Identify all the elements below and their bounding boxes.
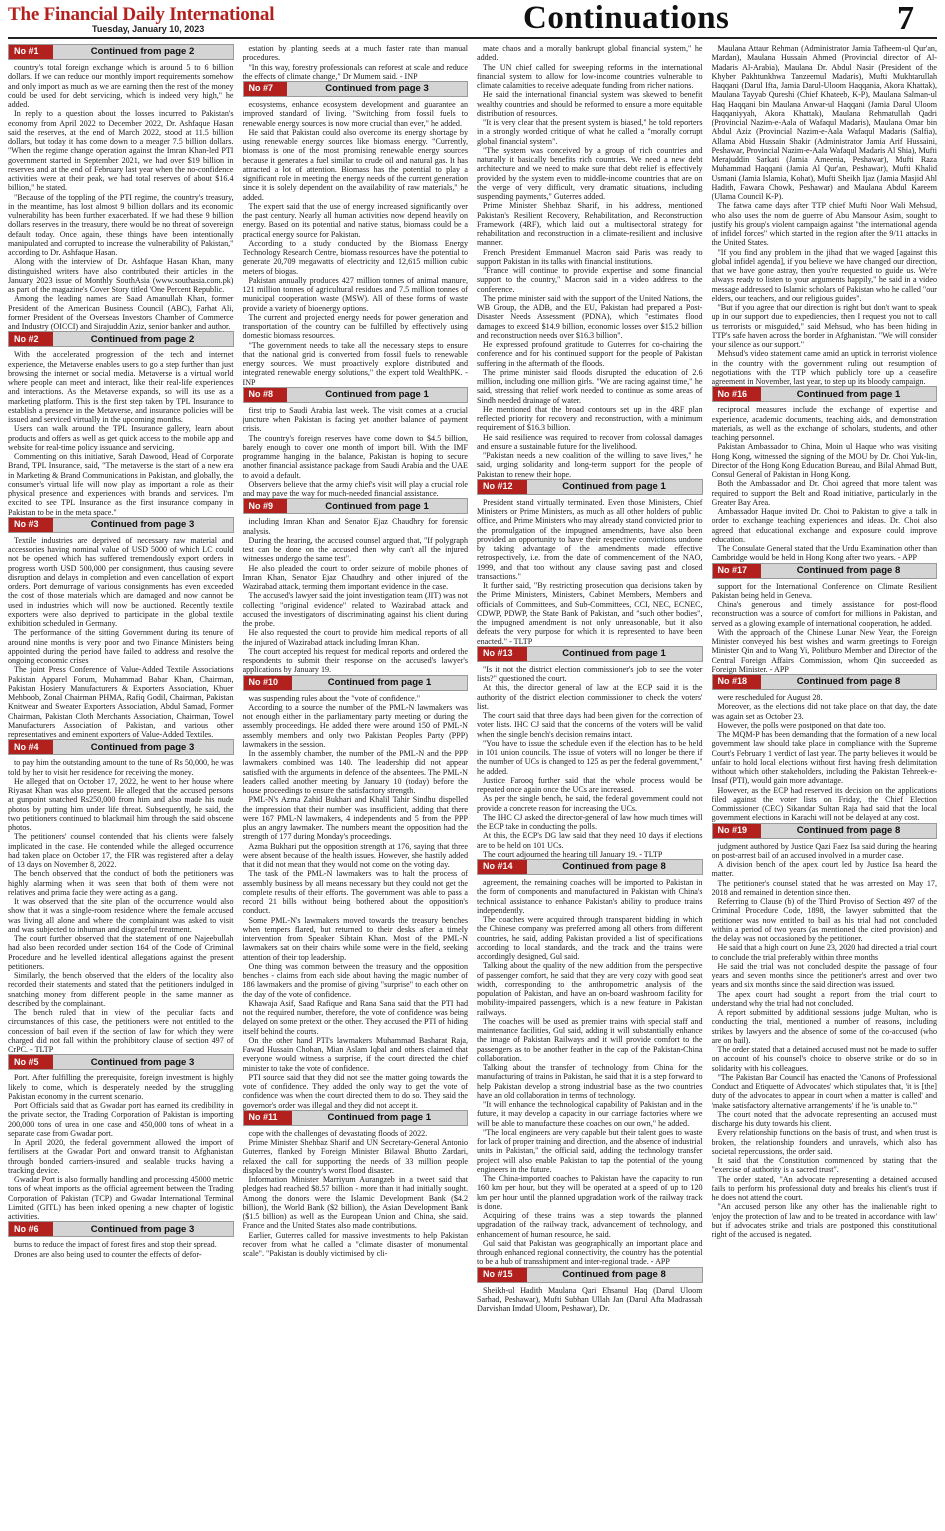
article-paragraph: With the approach of the Chinese Lunar New Year, the Foreign Minister conveyed his best wishes and warm greetings to Foreign Minister Qin and to Wang Yi, Politburo Member and Director of the Central Foreign Affairs Commission, whom Qin succeeded as Foreign Minister. - APP [711,627,937,674]
article-paragraph: "France will continue to provide expertise and some financial support to the country," Macron said in a video address to the conference. [477,266,703,294]
article-paragraph: Observers believe that the army chief's visit will play a crucial role and may pave the way for much-needed financial assistance. [242,479,468,498]
article-paragraph: He expressed profound gratitude to Guterres for co-chairing the conference and for his continued support for the people of Pakistan suffering in the aftermath of the floods. [477,340,703,368]
article-paragraph: It further said, "By restricting prosecution qua decisions taken by the Prime Ministers, Ministers, Cabinet Members, Members and officials of Committees, and Sub-Committees, CCI, NEC, ECNEC, CDWP, PDWP, the State Bank of Pakistan, and "such other bodies", the impugned amendment is not only unreasonable, but it also defeats the very purpose for which it is represented to have been enacted." - TLTP [477,581,703,646]
article-paragraph: The task of the PML-N lawmakers was to halt the process of assembly business by all means necessary but they could not get the complete results of their efforts. The government was able to pass a record 21 bills without being bothered about the opposition's conduct. [242,869,468,916]
article-paragraph: were rescheduled for August 28. [717,693,823,702]
continuation-number: No #13 [478,647,527,661]
article-paragraph: Talking about the transfer of technology from China for the manufacturing of trains in Pakistan, he said that it is a step forward to help Pakistan develop a strong industrial base as the two countries have an old collaboration in terms of technology. [477,1063,703,1100]
article-paragraph: French President Emmanuel Macron said Paris was ready to support Pakistan in its talks with financial institutions. [477,247,703,266]
article-paragraph: Textile industries are deprived of necessary raw material and accessories having nominal value of USD 5000 of which LC could not be opened which has suffered tremendously export orders in progress worth USD 500,000 per consignment, thus causing severe disruption and delays in completion and even cancellation of export orders. Port demurrage of various consignments has even exceeded the cost of those materials which are damaged and now cannot be used in industries which will now be auctioned. Recently textile exporters were also deprived to participate in the global textile exhibition scheduled in Germany. [8,535,234,628]
continuation-header [243,1110,469,1126]
article-paragraph: Among the leading names are Saad Amanullah Khan, former President of the American Business Council (ABC), Farhat Ali, former President of the Overseas Investors Chamber of Commerce and Industry (OICCI) and Sirajuddin Aziz, senior banker and author. [8,294,234,331]
article-paragraph: burns to reduce the impact of forest fires and stop their spread. [14,1240,217,1250]
article-paragraph: The bench observed that the conduct of both the petitioners was highly alarming when it was seen that both of them were not relatives and prima facie they were acting as a gang. [8,869,234,897]
article-paragraph: Users can walk around the TPL Insurance gallery, learn about products and offers as well as get quick access to the mobile app and website for real-time policy issuance and servicing. [8,424,234,452]
article-paragraph: "The system was conceived by a group of rich countries and naturally it basically benefits rich countries. We need a new debt architecture and we need to make sure that debt relief is effectively provided by the system even to middle-income countries that are on the verge of very difficult, very dramatic situations, including suspending payments," Guterres added. [477,145,703,201]
article-paragraph: "If you find any problem in the jihad that we waged [against this global infidel agenda], if you believe we have changed our direction, that we have gone astray, then you're requested to guide us. We're always ready to listen to your arguments happily," he said in a video message addressed to Islamic scholars of Pakistan who he called "our elders, our teachers, and our religious guides". [711,247,937,303]
continuation-title: Continued from page 1 [327,676,432,688]
continuation-header [8,739,234,755]
article-paragraph: At this, the ECP's DG law said that they need 10 days if elections are to be held on 101 UCs. [477,831,703,850]
continuation-header [712,563,938,579]
continuation-number: No #14 [478,860,527,874]
article-paragraph: "But if you agree that our direction is right but don't want to speak up in our support due to expediencies, then I request you not to call us terrorists or misguided," said Mehsud, who has been hiding in TTP's safe haven across the border in Afghanistan. "We will consider your silence as our support." [711,303,937,349]
article-paragraph: However, the polls were postponed on that date too. [717,720,886,730]
continuation-header [8,1054,234,1070]
continuation-block [8,44,234,331]
article-paragraph: He also requested the court to provide him medical reports of all the injured of Wazirabad attack including Imran Khan. [242,628,468,647]
article-paragraph: "It will enhance the technological capability of Pakistan and in the future, it may develop a capacity in our carriage factories where we will be able to manufacture these coaches on our own," he added. [477,1100,703,1128]
article-paragraph: estation by planting seeds at a much faster rate than manual procedures. [242,44,468,63]
article-paragraph: Gwadar Port is also formally handling and processing 45000 metric tons of wheat imports as the official agreement between the Trading Corporation of Pakistan (TCP) and Gwadar International Terminal Limited (GITL) has been inked opening a new chapter of logistic activities. [8,1175,234,1221]
article-paragraph: The IHC CJ asked the director-general of law how much times will the ECP take in conducting the polls. [477,812,703,831]
continuation-block [712,386,938,562]
article-paragraph: Talking about the quality of the new addition from the perspective of passenger comfort, he said that they are very cozy with good seat width, corresponding to the anthropometric analysis of the population of Pakistan, and have an on-board washroom facility for mobility-impaired passengers, which is a new feature in Pakistan railways. [477,961,703,1017]
section-title: Continuations [523,0,730,36]
article-paragraph: Justice Farooq further said that the whole process would be repeated once again once the UCs are increased. [477,775,703,794]
article-paragraph: According to a source the number of the PML-N lawmakers was not enough either in the parliamentary party meeting or during the assembly proceedings. He added there were around 150 of PML-N assembly members and only two Pakistan Peoples Party (PPP) lawmakers in the session. [242,702,468,749]
article-paragraph: Every relationship functions on the basis of trust, and when trust is broken, the relationship founders and unravels, which also has societal repercussions, the order said. [711,1128,937,1156]
continuation-block [477,859,703,1267]
continuation-header [8,1221,234,1237]
continuation-title: Continued from page 1 [562,648,666,660]
continuation-block [8,1054,234,1221]
article-paragraph: He mentioned that the broad contours set up in the 4RF plan reflected priority for recovery and reconstruction, with a minimum requirement of $16.3 billion. [477,404,703,433]
continuation-block [8,1221,234,1259]
article-paragraph: ecosystems, enhance ecosystem development and guarantee an improved standard of living. "Switching from fossil fuels to renewable energy sources is now more crucial than ever," he added. [242,100,468,128]
article-paragraph: He said that a high court on June 23, 2020 had directed a trial court to conclude the trial preferably within three months [711,943,937,962]
article-paragraph: The accused's lawyer said the joint investigation team (JIT) was not collecting "original evidence" related to Wazirabad attack and accused the investigators of discriminating against his client during the probe. [242,591,468,628]
continuation-title: Continued from page 1 [327,1112,431,1124]
article-paragraph: The order stated, "An advocate representing a detained accused fails to perform his professional duty and breaks his client's trust if he does not attend the court. [711,1174,937,1202]
article-paragraph: "In this way, forestry professionals can reforest at scale and reduce the effects of climate change," Dr Mumem said. - INP [242,62,468,81]
article-paragraph: "An accused person like any other has the inalienable right to 'enjoy the protection of law and to be treated in accordance with law' but if advocates strike and trials are postponed this constitutional right of the accused is negated. [711,1202,937,1239]
article-paragraph: Along with the interview of Dr. Ashfaque Hasan Khan, many distinguished writers have also contributed their articles in the January 2023 issue of Monthly SouthAsia (www.southasia.com.pk) as part of the magazine's Cover Story titled 'One Percent Republic. [8,257,234,294]
continuation-block [712,44,938,386]
article-paragraph: "The government needs to take all the necessary steps to ensure that the national grid is converted from fossil fuels to renewable energy sources. We must proactively explore distributed and integrated renewable energy solutions," the expert told WealthPK. - INP [242,340,468,387]
continuation-block [243,81,469,387]
article-paragraph: In April 2020, the federal government allowed the import of fertilisers at the Gwadar Port and onward transit to Afghanistan through bonded carriers-insured and sealable trucks having a tracking device. [8,1138,234,1175]
continuation-header [477,859,703,875]
continuation-block [243,498,469,674]
continuation-block [8,517,234,740]
continuation-title: Continued from page 1 [325,389,429,401]
article-paragraph: At this, the director general of law at the ECP said it is the authority of the district election commissioner to check the voters' list. [477,683,703,711]
article-paragraph: A division bench of the apex court led by Justice Isa heard the matter. [711,860,937,879]
continuation-title: Continued from page 3 [90,519,195,531]
article-paragraph: During the hearing, the accused counsel argued that, "If polygraph test can be done on the accused then why can't all the injured witnesses undergo the same test". [242,535,468,564]
article-paragraph: Commenting on this initiative, Sarah Dawood, Head of Corporate Brand, TPL Insurance, said, "The metaverse is the start of a new era in Marketing & Brand Communications in Pakistan, and globally, the consumer's virtual life will now play as important a role as their physical presence and experiences with brands and services. I'm excited to see TPL Insurance as the first insurance company in Pakistan to be in the meta space." [8,452,234,517]
article-paragraph: According to a study conducted by the Biomass Energy Technology Research Centre, biomass resources have the potential to generate 20,709 megawatts of electricity and 12,615 million cubic meters of biogas. [242,238,468,276]
article-paragraph: The coaches were acquired through transparent bidding in which the Chinese company was preferred among all others from different countries, he said, adding Pakistan provided a list of specifications according to local standards, and the track and the trains were accordingly designed, Gul said. [477,915,703,961]
article-paragraph: However, as the ECP had reserved its decision on the applications filed against the voter lists on Friday, the Chief Election Commissioner (CEC) Sikandar Sultan Raja had said that the local government elections in Karachi will not be delayed at any cost. [711,785,937,823]
article-paragraph: "The Pakistan Bar Council has enacted the 'Canons of Professional Conduct and Etiquette of Advocates' which stipulates that, 'it is [the] duty of the advocates to appear in court when a matter is called' and 'make satisfactory alternative arrangements' if he 'is unable to.'" [711,1072,937,1110]
article-paragraph: Referring to Clause (b) of the Third Proviso of Section 497 of the Criminal Procedure Code, 1898, the lawyer submitted that the petitioner was now entitled to bail as his trial had not concluded within a period of two years (as mentioned the cited provision) and the delay was not occasioned by the petitioner. [711,897,937,943]
continuation-number: No #11 [244,1111,292,1125]
article-paragraph: He said the trial was not concluded despite the passage of four years and seven months since the petitioner's arrest and over two years and six months since the said direction was issued. [711,961,937,990]
article-paragraph: The court further observed that the statement of one Najeebullah had also been recorded under section 164 of the Code of Criminal Procedure and he levelled identical allegations against the present petitioners. [8,934,234,971]
continuation-header [712,674,938,690]
continuation-number: No #10 [244,676,293,690]
column-1 [8,44,234,1528]
continuation-number: No #7 [244,82,288,96]
article-paragraph: Pakistan Ambassador to China, Moin ul Haque who was visiting Hong Kong, witnessed the signing of the MOU by Dr. Choi Yuk-lin, Director of the Hong Kong Education Bureau, and Bilal Ahmad Butt, Consul General of Pakistan in Hong Kong. [711,442,937,479]
continuation-number: No #6 [9,1222,53,1236]
article-paragraph: "You have to issue the schedule even if the election has to be held in 101 union councils. The issue of voters will no longer be there if the number of UCs is changed to 125 as per the federal government," he added. [477,738,703,776]
continuation-title: Continued from page 3 [325,83,429,95]
continuation-header [8,331,234,347]
article-paragraph: Pakistan annually produces 427 million tonnes of animal manure, 121 million tonnes of agricultural residues and 7.5 million tonnes of municipal cooperation waste (MSW). All of these forms of waste provide a variety of bioenergy options. [242,275,468,313]
continuation-title: Continued from page 2 [90,46,195,58]
continuation-title: Continued from page 3 [90,1223,195,1235]
article-paragraph: China's generous and timely assistance for post-flood reconstruction was a source of comfort for millions in Pakistan, and served as a glowing example of international cooperation, he added. [711,600,937,628]
article-paragraph: It said that the Constitution commenced by stating that the "exercise of authority is a sacred trust". [711,1156,937,1175]
article-paragraph: was suspending rules about the "vote of confidence." [248,693,421,703]
column-3 [477,44,703,1528]
continuation-title: Continued from page 8 [796,676,901,688]
continuation-header [477,479,703,495]
article-paragraph: He said the international financial system was skewed to benefit wealthy countries and should be reformed to ensure a more equitable distribution of resources. [477,90,703,118]
article-paragraph: Acquiring of these trains was a step towards the planned upgradation of the railway track, advancement of technology, and enhancement of human resource, he said. [477,1211,703,1239]
article-paragraph: The apex court had sought a report from the trial court to understand why the trial had not concluded. [711,989,937,1008]
article-paragraph: The expert said that the use of energy increased significantly over the past century. Nearly all human activities now depend heavily on energy. Based on its potential and native status, biomass could be a practical energy source for Pakistan. [242,201,468,239]
continuation-number: No #5 [9,1055,53,1069]
article-paragraph: "Pakistan needs a new coalition of the willing to save lives," he said, urging solidarity and long-term support for the people of Pakistan to renew their hope. [477,451,703,479]
continuation-block [243,675,469,1110]
article-paragraph: reciprocal measures include the exchange of expertise and experience, academic documents, teaching aids, and demonstration materials, as well as the exchange of scholars, students, and other teaching personnel. [711,405,937,442]
article-paragraph: The prime minister said floods disrupted the education of 2.6 million, including one million girls. "We are racing against time," he said, stressing that relief work needed to continue as some areas of Sindh needed drainage of water. [477,367,703,405]
article-paragraph: The court accepted his request for medical reports and ordered the respondents to submit their response on the accused's lawyer's applications by January 19. [242,646,468,675]
continuation-number: No #17 [713,564,762,578]
continuation-number: No #16 [713,387,762,401]
masthead [0,0,945,36]
continuation-block [477,1267,703,1314]
continuation-number: No #12 [478,480,527,494]
continuation-number: No #2 [9,332,53,346]
article-paragraph: "It is very clear that the present system is biased," he told reporters in a strongly worded critique of what he called a "morally corrupt global financial system". [477,118,703,146]
continuation-block [477,44,703,479]
article-paragraph: In reply to a question about the losses incurred to Pakistan's economy from April 2022 to December 2022, Dr. Ashfaque Hasan said the reserves, at the end of March 2022, stood at 11.5 billion dollars, but today it has come down to a meager 7.5 billion dollars. "When the regime change operation against the Imran Khan-led PTI government started in September 2021, we had over $19 billion in reserves and at the end of February last year when the no-confidence activities were at their peak, we had total reserves of about $16.4 billion," he stated. [8,109,234,193]
article-paragraph: The country's foreign reserves have come down to $4.5 billion, barely enough to cover one month of import bill. With the IMF programme hanging in the balance, Pakistan is hoping to secure another financial assistance package from Saudi Arabia and the UAE to avoid a default. [242,433,468,480]
article-paragraph: In the assembly chamber, the number of the PML-N and the PPP lawmakers combined was 140. The leadership did not appear satisfied with the arguments in defence of the absentees. The PML-N leaders called another meeting by January 10 (today) before the house proceedings to ensure the satisfactory strength. [242,749,468,795]
article-paragraph: The petitioner's counsel stated that he was arrested on May 17, 2018 and remained in detention since then. [711,878,937,897]
continuation-block [712,674,938,823]
continuation-header [243,387,469,403]
article-paragraph: President stand virtually terminated. Even those Ministers, Chief Ministers or Prime Ministers, as much as all other holders of public office, and Prime Ministers who may already stand convicted prior to the promulgation of the impugned amendments, have also been provided an opportunity to have their respective convictions undone by taking advantage of the amendments made effective retrospectively, i.e. from the date of commencement of the NAO, 1999, and that too without any clause saving past and closed transactions." [477,497,703,581]
article-columns [8,44,937,1528]
newspaper-logo: The Financial Daily International [8,4,275,25]
continuation-title: Continued from page 3 [90,1056,195,1068]
article-paragraph: Port Officials said that as Gwadar port has earned its credibility in the private sector, the Trading Corporation of Pakistan is importing 200,000 tons of urea in one case and 450,000 tons of wheat in a separate case from Gwadar port. [8,1101,234,1138]
article-paragraph: including Imran Khan and Senator Ejaz Chaudhry for forensic analysis. [242,517,468,536]
continuation-block [712,563,938,675]
article-paragraph: One thing was common between the treasury and the opposition benches - claims from each side about having the magic number of 186 lawmakers and the promise of giving "surprise" to each other on the day of the vote of confidence. [242,961,468,999]
continuation-block [712,823,938,1240]
dateline: Tuesday, January 10, 2023 [92,24,205,34]
continuation-block [243,387,469,499]
continuation-header [8,44,234,60]
article-paragraph: He said that Pakistan could also overcome its energy shortage by using renewable energy sources like biomass energy. "Currently, biomass is one of the most promising renewable energy sources because it generates a fuel similar to crude oil and natural gas. It has attracted a lot of attention. Biomass has the potential to play a significant role in meeting the energy needs of the current generation since it is solely dependent on the availability of raw materials," he added. [242,127,468,202]
article-paragraph: The coaches will be used as premier trains with special staff and maintenance facilities, Gul said, adding it will substantially enhance the image of Pakistan Railways and it will provide comfort to the passengers as to be another feather in the cap of the Pakistan-China collaboration. [477,1016,703,1063]
article-paragraph: The bench ruled that in view of the peculiar facts and circumstances of this case, the petitioners were not entitled to the concession of bail even if the section of law for which they were charged did not fall within the prohibitory clause of section 497 of CrPC. - TLTP [8,1008,234,1054]
article-paragraph: Sheikh-ul Hadith Maulana Qari Ehsanul Haq (Darul Uloom Sarhad, Peshawar), Mufti Subhan Ullah Jan (Darul Afta Madrassah Darvishan Imdad Uloom, Peshawar), Dr. [477,1285,703,1313]
continuation-header [477,1267,703,1283]
article-paragraph: "Because of the toppling of the PTI regime, the country's treasury, in the meantime, has lost almost 9 billion dollars and its economic vulnerability has been further exacerbated. If we had these 9 billion dollars reserves in the treasury, there would be no threat of sovereign default today. Once again, these things have been intentionally manipulated and corrupted to increase the vulnerability of Pakistan," according to Dr. Ashfaque Hasan. [8,192,234,257]
article-paragraph: The UN chief called for sweeping reforms in the international financial system to allow for low-income countries vulnerable to climate calamities to receive adequate funding from richer nations. [477,62,703,90]
article-paragraph: country's total foreign exchange which is around 5 to 6 billion dollars. If we can reduce our monthly import requirements somehow and only import as much as we are earning then the rest of the money could be used for debt servicing, which is indeed very high," he added. [8,63,234,109]
article-paragraph: mate chaos and a morally bankrupt global financial system," he added. [477,44,703,63]
continuation-block [477,646,703,859]
page-number: 7 [897,0,914,37]
article-paragraph: The court noted that the advocate representing an accused must discharge his duty towards his client. [711,1109,937,1128]
article-paragraph: The court adjourned the hearing till January 19. - TLTP [483,849,663,859]
continuation-number: No #19 [713,824,762,838]
article-paragraph: It was observed that the site plan of the occurrence would also show that it was a single-room residence where the female accused was living all alone and where the complainant was asked to visit and was subjected to inhuman and disgraceful treatment. [8,897,234,934]
continuation-block [8,331,234,517]
article-paragraph: PTI source said that they did not see the matter going towards the vote of confidence. They added the only way to get the vote of confidence was when the court directed them to do so. They said the governor's order was illegal and they did not accept it. [242,1072,468,1110]
column-4 [712,44,938,1528]
article-paragraph: The order stated that a detained accused must not be made to suffer on account of his counsel's choice to observe strike or do so in solidarity with his colleagues. [711,1045,937,1073]
article-paragraph: Maulana Attaur Rehman (Administrator Jamia Tafheem-ul Qur'an, Mardan), Maulana Hussain Ahmed (Provincial director of Al-Madaris Al-Arabia), Maulana Dr. Abdul Nasir (President of the Khyber Pakhtunkhwa Tanzeemul Madaris), Mufti Mukhtarullah Haqqani (Darul Ifta, Jamia Darul-Uloom Haqqania, Akora Khattak), Maulana Tayyab Qureshi (Chief Khateeb, K-P), Maulana Salman-ul Haq Haqqani bin Maulana Anwar-ul Haqqani (Jamia Darul Uloom Haqqaniyyah, Akora Khattak), Maulana Rehmatullah Qadri (Provincial Nazim-e-Aala of Wafaqul Madaris), Maulana Omar bin Abdul Aziz (Provincial Nazim-e-Aala Wafaqul Madaris (Salfia), Allama Abid Hussain Shakir (Administrator Jamia Arif Hussaini, Peshawar, Provincial Nazim-e-Aala Wafaqul Madaris Al Shia), Mufti Merajuddin Sarkati (Jamia Ameenia, Peshawar), Mufti Raza Muhammad Haqqani (Jamia Al Qur'an, Peshawar), Mufti Khalid Usmani (Jamia Islamia, Kohat), Mufti Sheikh Ijaz (Jamia Masjid Ahl Hadith, Fawara Chowk, Peshawar) and Maulana Abdul Kareem (Ulama Council K-P). [711,44,937,201]
continuation-title: Continued from page 1 [562,481,666,493]
continuation-title: Continued from page 3 [90,741,195,753]
continuation-title: Continued from page 1 [796,388,901,400]
article-paragraph: Earlier, Guterres called for massive investments to help Pakistan recover from what he called a "climate disaster of monumental scale". "Pakistan is doubly victimised by cli- [242,1230,468,1258]
article-paragraph: to pay him the outstanding amount to the tune of Rs 50,000, he was told by her to visit her residence for receiving the money. [8,758,234,777]
header-rule [8,37,937,39]
continuation-header [243,81,469,97]
continuation-block [8,739,234,1054]
article-paragraph: Mehsud's video statement came amid an uptick in terrorist violence in the country with the government ruling out resumption of negotiations with the TTP which publicly tore up a ceasefire agreement in November, last year, to step up its bloody campaign. [711,349,937,386]
continuation-header [712,386,938,402]
article-paragraph: The current and projected energy needs for power generation and transportation of the country can be fulfilled by effectively using domestic biomass resources. [242,312,468,341]
article-paragraph: With the accelerated progression of the tech and internet experience, the Metaverse enables users to go a step further than just browsing the internet or social media. Metaverse is a virtual world where people can meet and interact, like their real-life experiences and interactions. As the Metaverse expands, so will its use as a marketing platform. This is the first step taken by TPL Insurance to establish a presence in the Metaverse, and insurance policies will be issued and serviced virtually in the upcoming months. [8,350,234,424]
article-paragraph: He also pleaded the court to order seizure of mobile phones of Imran Khan, Senator Ejaz Chaudhry and other injured of the Wazirabad attack, terming them important evidence in the case. [242,563,468,591]
article-paragraph: judgment authored by Justice Qazi Faez Isa said during the hearing on post-arrest bail of an accused involved in a murder case. [711,841,937,860]
continuation-header [243,675,469,691]
article-paragraph: support for the International Conference on Climate Resilient Pakistan being held in Geneva. [711,581,937,600]
article-paragraph: Information Minister Marriyum Aurangzeb in a tweet said that pledges had reached $8.57 billion - more than it had initially sought. Among the donors were the Islamic Development Bank ($4.2 billion), the World Bank ($2 billion), the Asian Development Bank ($1.5 billion) as well as the European Union and China, she said. France and the United States also made contributions. [242,1175,468,1231]
article-paragraph: Similarly, the bench observed that the elders of the locality also recorded their statements and stated that the petitioners indulged in snatching money from different people in the same manner as described by the complainant. [8,971,234,1008]
continuation-number: No #9 [244,499,288,513]
article-paragraph: Prime Minister Shehbaz Sharif, in his address, mentioned Pakistan's Resilient Recovery, Rehabilitation, and Reconstruction Framework (4RF), which laid out a multisectoral strategy for rehabilitation and reconstruction in a climate-resilient and inclusive manner. [477,201,703,248]
continuation-title: Continued from page 2 [90,333,195,345]
article-paragraph: Khawaja Asif, Saad Rafique and Rana Sana said that the PTI had not the required number, therefore, the vote of confidence was being delayed on some pretext or the other. They accused the PTI of hiding itself behind the courts. [242,998,468,1036]
article-paragraph: "Is it not the district election commissioner's job to see the voter lists?" questioned the court. [477,664,703,683]
article-paragraph: He alleged that on October 17, 2022, he went to her house where Riyasat Khan was also present. He alleged that the accused persons at gunpoint snatched Rs250,000 from him and also made his nude photos by putting him under life threat. Subsequently, he said, the two petitioners continued to blackmail him through the said obscene photos. [8,776,234,832]
article-paragraph: He said resilience was required to recover from colossal damages and ensure a sustainable future for the livelihood. [477,432,703,451]
continuation-header [8,517,234,533]
continuation-number: No #3 [9,518,53,532]
continuation-number: No #8 [244,388,288,402]
article-paragraph: Drones are also being used to counter the effects of defor- [14,1249,202,1259]
article-paragraph: On the other hand PTI's lawmakers Muhammad Basharat Raja, Fawad Hussain Chohan, Mian Aslam Iqbal and others claimed that everyone would witness a surprise, if the court directed the chief minister to take the vote of confidence. [242,1035,468,1073]
article-paragraph: Some PML-N's lawmakers moved towards the treasury benches when tempers flared, but returned to their desks after a timely intervention from Speaker Sibtain Khan. Most of the PML-N lawmakers sat on their chairs while some were in the field, seeking attention of their top leadership. [242,915,468,962]
article-paragraph: first trip to Saudi Arabia last week. The visit comes at a crucial juncture when Pakistan is facing yet another balance of payment crisis. [242,405,468,434]
continuation-title: Continued from page 8 [796,564,901,576]
article-paragraph: A report submitted by additional sessions judge Multan, who is conducting the trial, mentioned a number of reasons, including strikes by lawyers and the absence of some of the co-accused (who are on bail). [711,1008,937,1045]
continuation-title: Continued from page 8 [562,1268,666,1280]
article-paragraph: "The local engineers are very capable but their talent goes to waste for lack of proper training and direction, and the absence of industrial units in Pakistan," the official said, adding the technology transfer project will also enable Pakistan to tap the potential of the young engineers in the future. [477,1127,703,1174]
article-paragraph: PML-N's Azma Zahid Bukhari and Khalil Tahir Sindhu dispelled the impression that their number was insufficient, adding that there were 167 PML-N lawmakers, 4 independents and 5 from the PPP plus an angry lawmaker. The numbers meant the opposition had the strength of 177 during Monday's proceedings. [242,795,468,842]
article-paragraph: Moreover, as the elections did not take place on that day, the date was again set as October 23. [711,702,937,721]
continuation-header [243,498,469,514]
continuation-block [477,479,703,646]
article-paragraph: The prime minister said with the support of the United Nations, the WB Group, the ADB, and the EU, Pakistan had prepared a Post-Disaster Needs Assessment (PDNA), which "estimates flood damages to exceed $14.9 billion, economic losses over $15.2 billion and reconstruction needs over $16.3 billion". [477,293,703,340]
column-2 [243,44,469,1528]
article-paragraph: Gul said that Pakistan was geographically an important place and through enhanced regional connectivity, the country has the potential to be a hub of transshipment and inter-regional trade. - APP [477,1238,703,1267]
continuation-number: No #4 [9,740,53,754]
article-paragraph: The Consulate General stated that the Urdu Examination other than Cambridge would be held in Hong Kong after two years. - APP [711,544,937,563]
article-paragraph: Both the Ambassador and Dr. Choi agreed that more talent was required to support the Belt and Road initiative, particularly in the Greater Bay Area. [711,479,937,507]
article-paragraph: Prime Minister Shehbaz Sharif and UN Secretary-General Antonio Guterres, flanked by Foreign Minister Bilawal Bhutto Zardari, relaxed the call for supporting the needs of 33 million people displaced by the country's worst flood disaster. [242,1138,468,1175]
continuation-block [243,44,469,81]
article-paragraph: The performance of the sitting Government during its tenure of around nine months is very poor and two Finance Ministers being appointed during the period have failed to address and resolve the ongoing economic crises [8,628,234,665]
article-paragraph: Port. After fulfilling the prerequisite, foreign investment is highly likely to come, which is desperately needed by the struggling Pakistan economy in the current scenario. [8,1073,234,1101]
article-paragraph: cope with the challenges of devastating floods of 2022. [248,1128,428,1138]
continuation-title: Continued from page 1 [325,500,429,512]
article-paragraph: The petitioners' counsel contended that his clients were falsely implicated in the case. He contended while the alleged occurrence had taken place on October 17, the FIR was registered after a delay of 13 days on November 8, 2022. [8,832,234,869]
article-paragraph: The joint Press Conference of Value-Added Textile Associations Pakistan Apparel Forum, Muhammad Babar Khan, Chairman, Pakistan Hosiery Manufacturers & Exporters Association, Khuer Mehboob, Zonal Chairman PHMA, Rafiq Godil, Chairman, Pakistan Knitwear and Sweater Exporters Association, Abdul Samad, Former Chairman, Pakistan Cloth Merchants Association, Chairman, Towel Manufacturers Association of Pakistan, and various other representatives and eminent exporters of Value-Added Textiles. [8,665,234,739]
continuation-number: No #15 [478,1268,527,1282]
continuation-header [477,646,703,662]
continuation-number: No #18 [713,675,762,689]
article-paragraph: The court said that three days had been given for the correction of voter lists. IHC CJ said that the concerns of the voters will be valid when the single bench's decision remains intact. [477,711,703,739]
continuation-number: No #1 [9,45,53,59]
article-paragraph: Ambassador Haque invited Dr. Choi to Pakistan to give a talk in order to exchange teaching experiences and ideas. Dr. Choi also agreed that educational exchange and exposure could improve education. [711,507,937,544]
article-paragraph: The MQM-P has been demanding that the formation of a new local government law should take place in compliance with the Supreme Court's February 1 verdict of last year. The party believes it would be unfair to hold local elections without first having fresh delimitation without which other stakeholders, including the Pakistan Tehreek-e-Insaf (PTI), would gain more advantage. [711,730,937,786]
continuation-title: Continued from page 8 [562,861,666,873]
article-paragraph: As per the single bench, he said, the federal government could not provide a concrete reason for increasing the UCs. [477,794,703,813]
continuation-block [243,1110,469,1259]
article-paragraph: Azma Bukhari put the opposition strength at 176, saying that three were absent because of the health issues. However, she hastily added that it did not mean that they would not come on the voting day. [242,841,468,869]
article-paragraph: The fatwa came days after TTP chief Mufti Noor Wali Mehsud, who also uses the nom de guerre of Abu Mansour Asim, sought to justify his group's violent campaign against "the international agenda of infidel forces" which started in the region after the 9/11 attacks in the United States. [711,201,937,248]
continuation-title: Continued from page 8 [796,824,901,836]
article-paragraph: The China-imported coaches to Pakistan have the capacity to run 160 km per hour, but they will be operated at a speed of up to 120 km per hour until the planned upgradation work of the railway track is done. [477,1174,703,1211]
continuation-header [712,823,938,839]
article-paragraph: agreement, the remaining coaches will be imported to Pakistan in the form of components and manufactured in Pakistan with China's technical assistance to enhance Pakistan's ability to produce trains independently. [477,878,703,915]
